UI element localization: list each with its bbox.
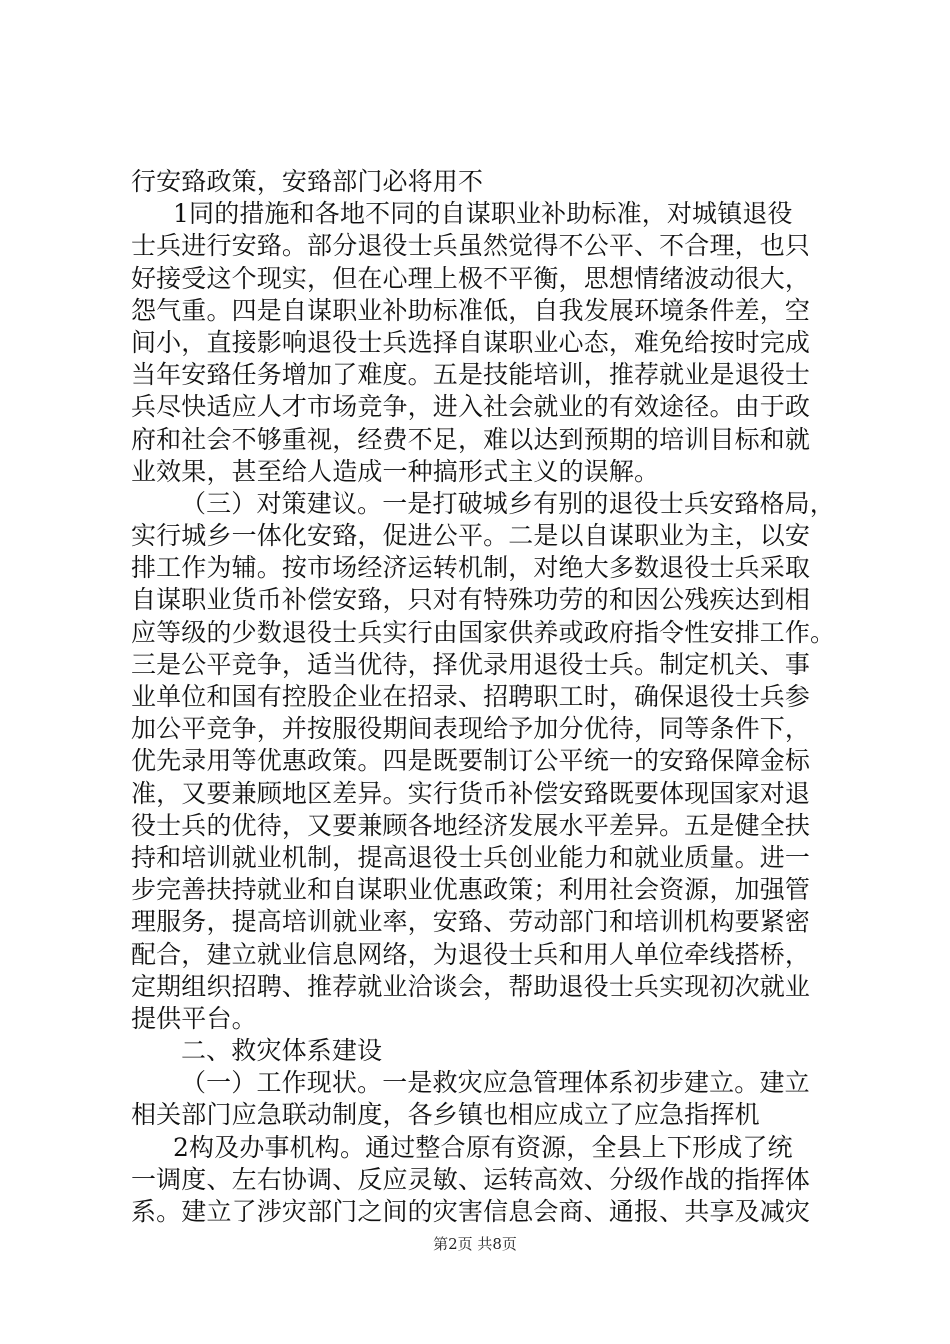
document-body (131, 166, 836, 1228)
text-line: 府和社会不够重视，经费不足，难以达到预期的培训目标和就 (131, 424, 811, 454)
text-line: 行安臵政策，安臵部门必将用不 (131, 167, 484, 196)
text-line: 三是公平竞争，适当优待，择优录用退役士兵。制定机关、事 (131, 649, 811, 679)
text-line: 系。建立了涉灾部门之间的灾害信息会商、通报、共享及减灾 (131, 1197, 811, 1226)
text-line: 排工作为辅。按市场经济运转机制，对绝大多数退役士兵采取 (131, 553, 811, 583)
text-line: 自谋职业货币补偿安臵，只对有特殊功劳的和因公残疾达到相 (131, 585, 811, 615)
text-line: 持和培训就业机制，提高退役士兵创业能力和就业质量。进一 (131, 842, 811, 872)
page-footer (0, 1234, 950, 1254)
text-line: 一调度、左右协调、反应灵敏、运转高效、分级作战的指挥体 (131, 1164, 811, 1194)
text-line: 兵尽快适应人才市场竞争，进入社会就业的有效途径。由于政 (131, 392, 811, 422)
text-line: 2构及办事机构。通过整合原有资源，全县上下形成了统 (173, 1132, 793, 1162)
text-line: 准，又要兼顾地区差异。实行货币补偿安臵既要体现国家对退 (131, 778, 811, 808)
text-line: 役士兵的优待，又要兼顾各地经济发展水平差异。五是健全扶 (131, 810, 811, 840)
paragraph-start: （三）对策建议。一是打破城乡有别的退役士兵安臵格局， (181, 488, 835, 518)
text-line: 定期组织招聘、推荐就业洽谈会，帮助退役士兵实现初次就业 (131, 971, 811, 1001)
text-line: 优先录用等优惠政策。四是既要制订公平统一的安臵保障金标 (131, 746, 811, 776)
section-heading: 二、救灾体系建设 (181, 1036, 383, 1066)
text-line: 实行城乡一体化安臵，促进公平。二是以自谋职业为主，以安 (131, 521, 811, 551)
text-line: 步完善扶持就业和自谋职业优惠政策；利用社会资源，加强管 (131, 875, 811, 905)
page-indicator: 第2页 共8页 (433, 1235, 517, 1253)
text-line: 当年安臵任务增加了难度。五是技能培训，推荐就业是退役士 (131, 360, 811, 390)
text-line: 1同的措施和各地不同的自谋职业补助标准，对城镇退役 (173, 199, 793, 229)
text-line: 理服务，提高培训就业率，安臵、劳动部门和培训机构要紧密 (131, 907, 811, 937)
text-line: 相关部门应急联动制度，各乡镇也相应成立了应急指挥机 (131, 1100, 760, 1130)
text-line: 业单位和国有控股企业在招录、招聘职工时，确保退役士兵参 (131, 682, 811, 711)
text-line: 好接受这个现实，但在心理上极不平衡，思想情绪波动很大， (131, 263, 811, 293)
text-line: 提供平台。 (131, 1003, 257, 1033)
text-line: 业效果，甚至给人造成一种搞形式主义的误解。 (131, 456, 660, 486)
text-line: 配合，建立就业信息网络，为退役士兵和用人单位牵线搭桥， (131, 939, 811, 969)
paragraph-start: （一）工作现状。一是救灾应急管理体系初步建立。建立 (181, 1068, 810, 1098)
text-line: 加公平竞争，并按服役期间表现给予加分优待，同等条件下， (131, 714, 811, 744)
text-line: 士兵进行安臵。部分退役士兵虽然觉得不公平、不合理，也只 (131, 231, 811, 261)
text-line: 间小，直接影响退役士兵选择自谋职业心态，难免给按时完成 (131, 327, 811, 357)
text-line: 应等级的少数退役士兵实行由国家供养或政府指令性安排工作。 (131, 617, 836, 647)
text-line: 怨气重。四是自谋职业补助标准低，自我发展环境条件差，空 (131, 295, 811, 325)
